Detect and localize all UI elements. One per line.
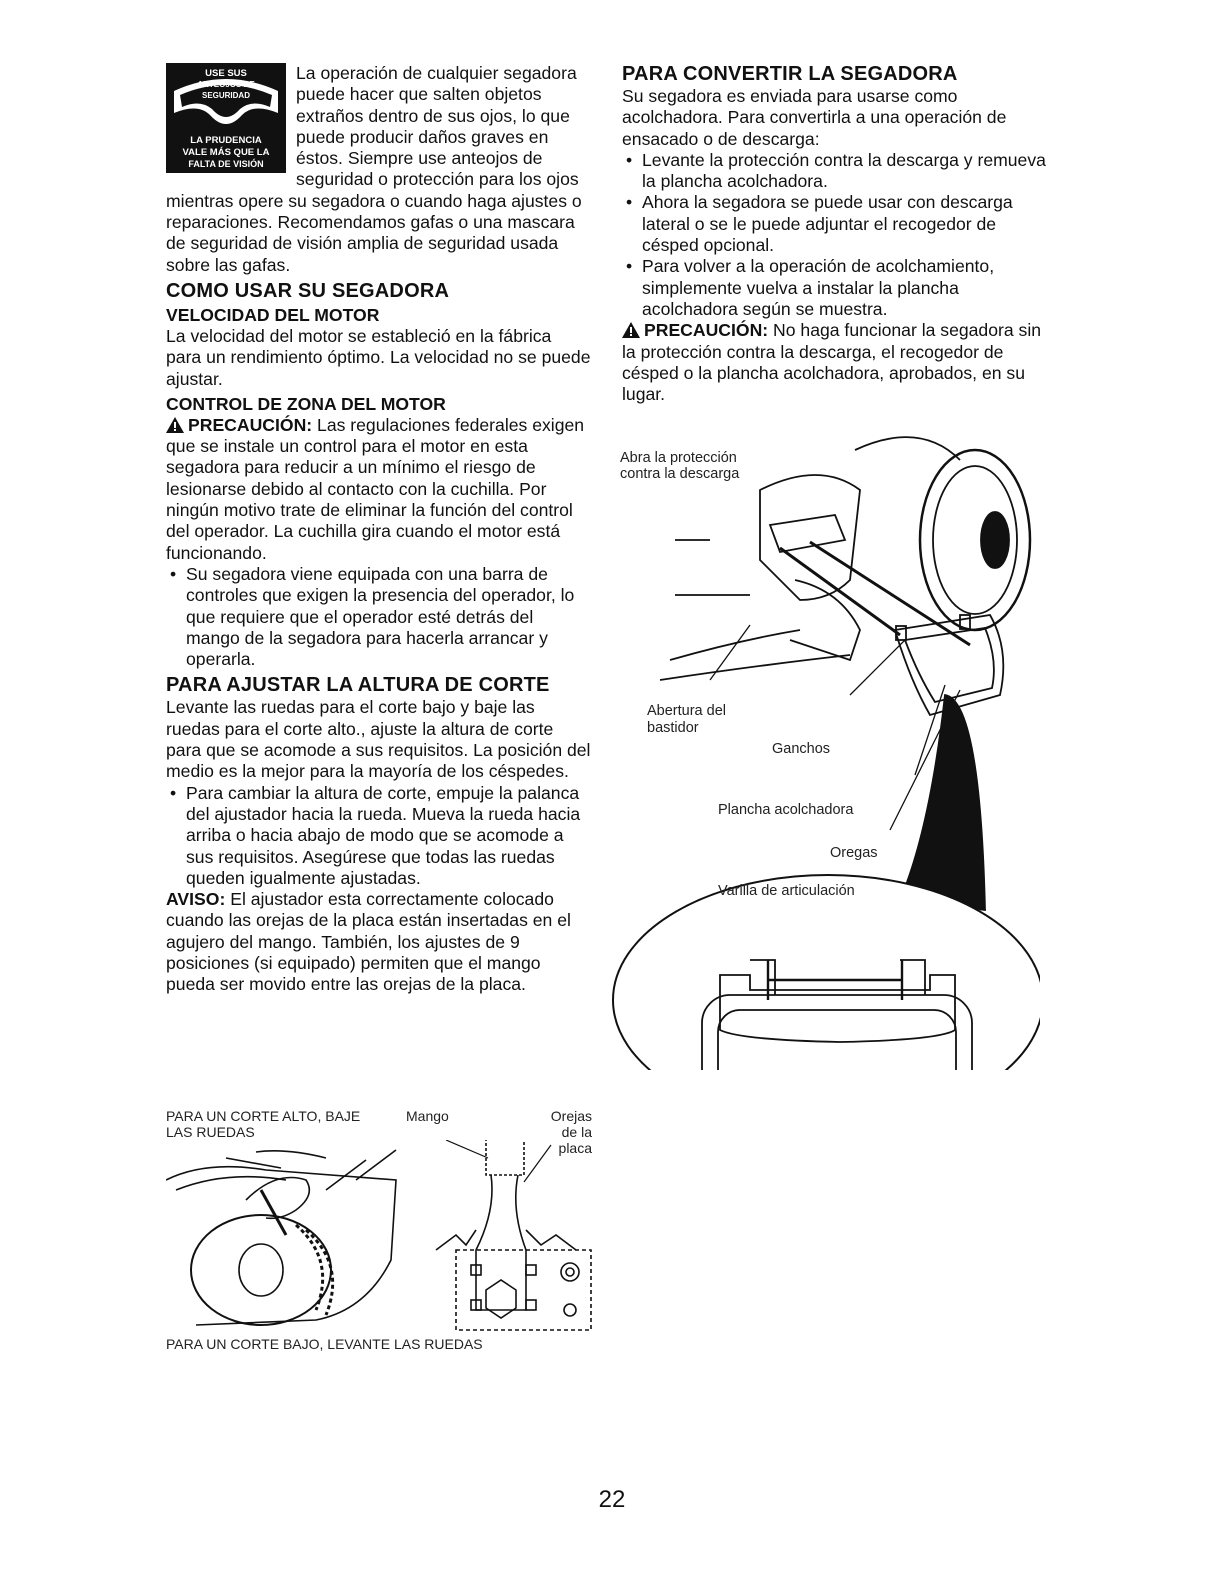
handle-caption: Mango bbox=[406, 1108, 449, 1124]
engine-speed-heading: VELOCIDAD DEL MOTOR bbox=[166, 304, 380, 325]
svg-text:VALE MÁS QUE LA: VALE MÁS QUE LA bbox=[182, 147, 270, 158]
page-number: 22 bbox=[598, 1486, 626, 1513]
notice-text: El ajustador esta correctamente colocado cuando las orejas de la placa están insertadas en el agujero del mango. También, los ajustes de 9 posiciones (si equipado) permiten que el mango pueda ser movido entre las orejas de la placa. bbox=[166, 889, 571, 995]
plate-ears-line2: de la bbox=[561, 1124, 592, 1140]
cut-height-text: Levante las ruedas para el corte bajo y baje las ruedas para el corte alto., ajuste la altura de corte para que se acomode a sus requisitos. La posición del medio es la mejor para la mayoría de los céspedes. bbox=[166, 697, 591, 782]
convert-step: • Para volver a la operación de acolchamiento, simplemente vuelva a instalar la plancha acolchadora según se muestra. bbox=[622, 256, 1047, 320]
convert-mower-heading: PARA CONVERTIR LA SEGADORA bbox=[622, 63, 958, 85]
hooks-label: Ganchos bbox=[772, 741, 831, 757]
hinge-rod-label: Varilla de articulación bbox=[718, 883, 855, 899]
plate-ears-line1: Orejas bbox=[550, 1108, 592, 1124]
svg-text:FALTA DE VISIÓN: FALTA DE VISIÓN bbox=[188, 159, 264, 169]
notice-paragraph bbox=[166, 889, 591, 995]
left-column bbox=[166, 63, 591, 996]
open-guard-label-line2: contra la descarga bbox=[620, 466, 740, 482]
low-cut-caption: PARA UN CORTE BAJO, LEVANTE LAS RUEDAS bbox=[166, 1336, 483, 1352]
svg-text:ANTEOJOS DE: ANTEOJOS DE bbox=[197, 80, 255, 89]
frame-opening-label-line2: bastidor bbox=[647, 720, 699, 736]
convert-caution bbox=[622, 320, 1047, 405]
svg-text:LA PRUDENCIA: LA PRUDENCIA bbox=[190, 135, 262, 146]
svg-text:USE SUS: USE SUS bbox=[205, 68, 247, 79]
operator-presence-bullet: • Su segadora viene equipada con una barra de controles que exigen la presencia del operador, lo que requiere que el operador esté detrás del mango de la segadora para hacerla arrancar y operarla. bbox=[166, 564, 591, 670]
convert-mower-text: Su segadora es enviada para usarse como acolchadora. Para convertirla a una operación de ensacado o de descarga: bbox=[622, 86, 1007, 149]
high-cut-caption: PARA UN CORTE ALTO, BAJE LAS RUEDAS bbox=[166, 1108, 361, 1140]
eye-safety-intro: La operación de cualquier segadora puede hacer que salten objetos extraños dentro de sus ojos, lo que puede producir daños graves en éstos. Siempre use anteojos de seguridad o protección para los ojos mientras opere su segadora o cuando haga ajustes o reparaciones. Recomendamos gafas o una mascara de seguridad de visión amplia de seguridad usada sobre las gafas. bbox=[166, 63, 582, 275]
open-guard-label-line1: Abra la protección bbox=[620, 450, 737, 466]
caution-label: PRECAUCIÓN: bbox=[644, 320, 769, 341]
engine-speed-text: La velocidad del motor se estableció en la fábrica para un rendimiento óptimo. La velocidad no se puede ajustar. bbox=[166, 325, 591, 389]
engine-zone-caution bbox=[166, 415, 591, 564]
cut-height-bullet: • Para cambiar la altura de corte, empuje la palanca del ajustador hacia la rueda. Mueva la rueda hacia arriba o hacia abajo de modo que se acomode a sus requisitos. Asegúrese que todas las ruedas queden igualmente ajustadas. bbox=[166, 783, 591, 889]
warning-triangle-icon bbox=[622, 322, 640, 338]
mulch-plate-label: Plancha acolchadora bbox=[718, 802, 854, 818]
notice-label: AVISO: bbox=[166, 889, 226, 910]
svg-text:SEGURIDAD: SEGURIDAD bbox=[201, 91, 251, 100]
convert-step: • Levante la protección contra la descarga y remueva la plancha acolchadora. bbox=[622, 150, 1047, 193]
warning-triangle-icon bbox=[166, 417, 184, 433]
caution-text: No haga funcionar la segadora sin la protección contra la descarga, el recogedor de césped o la plancha acolchadora, aprobados, en su lugar. bbox=[622, 320, 1042, 405]
caution-label: PRECAUCIÓN: bbox=[188, 414, 313, 435]
how-to-use-heading: COMO USAR SU SEGADORA bbox=[166, 279, 450, 302]
right-column bbox=[622, 63, 1047, 405]
convert-steps-list bbox=[622, 150, 1047, 320]
wheel-adjuster-illustration bbox=[166, 1140, 596, 1335]
plate-ears-line3: placa bbox=[558, 1140, 592, 1156]
ears-label: Oregas bbox=[830, 845, 878, 861]
convert-step: • Ahora la segadora se puede usar con descarga lateral o se le puede adjuntar el recogedor de césped opcional. bbox=[622, 192, 1047, 256]
mulch-plate-illustration bbox=[600, 430, 1040, 1070]
cut-height-heading: PARA AJUSTAR LA ALTURA DE CORTE bbox=[166, 674, 550, 697]
engine-zone-heading: CONTROL DE ZONA DEL MOTOR bbox=[166, 393, 446, 414]
safety-goggles-badge-icon bbox=[166, 63, 286, 173]
frame-opening-label-line1: Abertura del bbox=[647, 703, 726, 719]
caution-text: Las regulaciones federales exigen que se instale un control para el motor en esta segadora para reducir a un mínimo el riesgo de lesionarse debido al contacto con la cuchilla. Por ningún motivo trate de eliminar la función del control del operador. La cuchilla gira cuando el motor está funcionando. bbox=[166, 414, 585, 563]
